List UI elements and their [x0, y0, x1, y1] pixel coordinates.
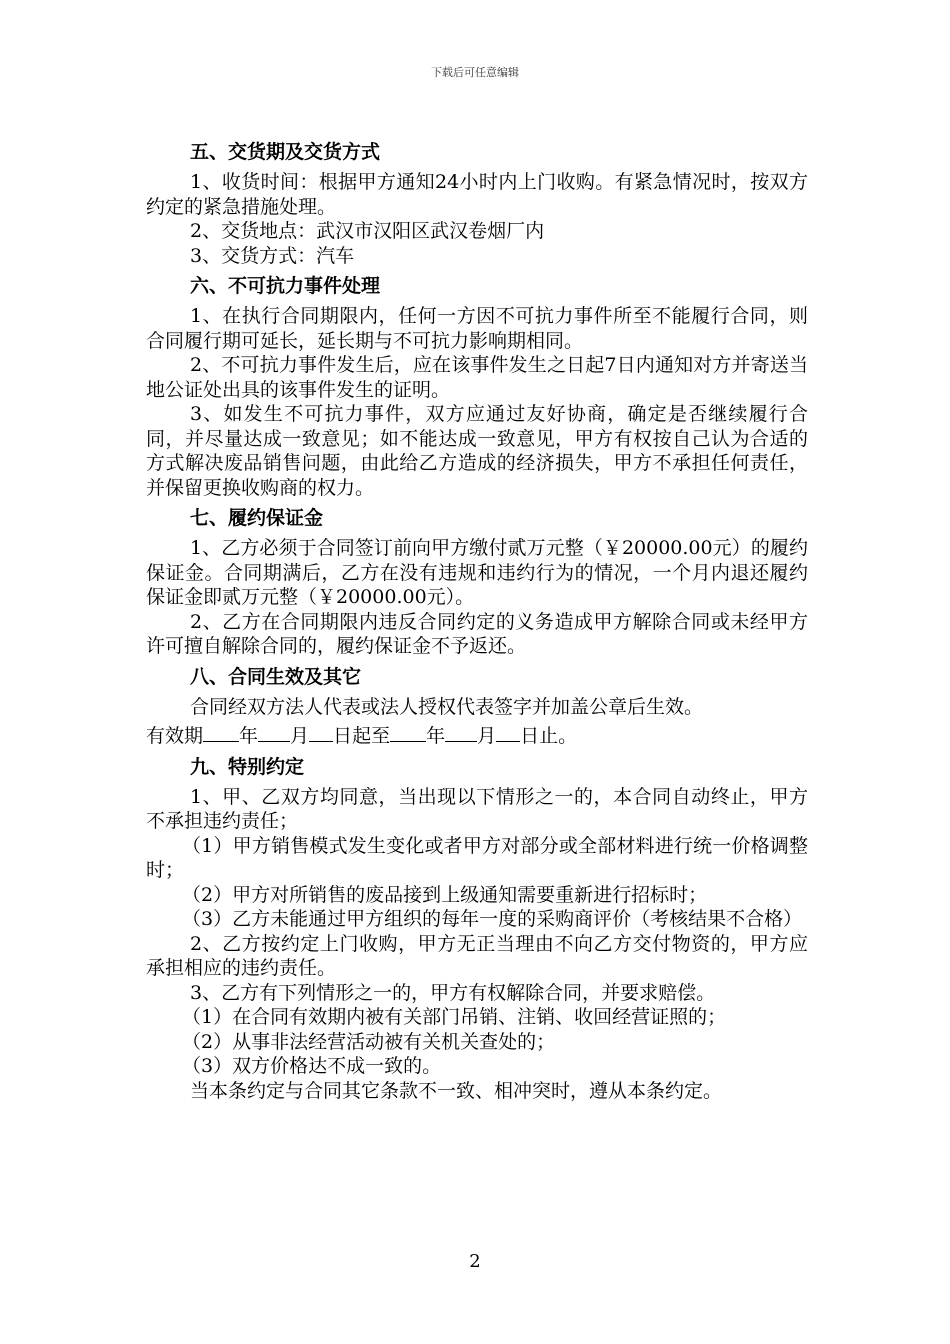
paragraph: 2、乙方按约定上门收购，甲方无正当理由不向乙方交付物资的，甲方应承担相应的违约责任。: [146, 932, 808, 979]
section-heading: 七、履约保证金: [190, 507, 324, 529]
paragraph: （3）乙方未能通过甲方组织的每年一度的采购商评价（考核结果不合格）: [182, 908, 803, 930]
page-header: 下载后可任意编辑: [431, 66, 519, 79]
paragraph: 1、收货时间：根据甲方通知24小时内上门收购。有紧急情况时，按双方约定的紧急措施处理。: [146, 171, 808, 218]
paragraph: （3）双方价格达不成一致的。: [182, 1055, 442, 1077]
blank-year-start: [203, 719, 239, 742]
paragraph: 3、交货方式：汽车: [190, 244, 355, 267]
paragraph: 3、如发生不可抗力事件，双方应通过友好协商，确定是否继续履行合同，并尽量达成一致意见；如不能达成一致意见，甲方有权按自己认为合适的方式解决废品销售问题，由此给乙方造成的经济损失，甲方不承担任何责任，并保留更换收购商的权力。: [146, 403, 808, 499]
paragraph: 合同经双方法人代表或法人授权代表签字并加盖公章后生效。: [190, 695, 704, 718]
paragraph: 当本条约定与合同其它条款不一致、相冲突时，遵从本条约定。: [190, 1079, 723, 1102]
paragraph: （2）从事非法经营活动被有关机关查处的；: [182, 1030, 556, 1053]
term-prefix: 有效期: [146, 725, 204, 747]
paragraph: 1、乙方必须于合同签订前向甲方缴付贰万元整（￥20000.00元）的履约保证金。合同期满后，乙方在没有违规和违约行为的情况，一个月内退还履约保证金即贰万元整（￥20000.00元）。: [146, 537, 808, 608]
blank-month-start: [258, 719, 290, 742]
validity-term-line: [146, 719, 808, 749]
term-year-label: 年: [239, 725, 259, 747]
term-day-label: 日: [520, 725, 540, 747]
blank-month-end: [445, 719, 477, 742]
term-day-label: 日: [333, 725, 353, 747]
term-year-label: 年: [426, 725, 446, 747]
paragraph: （1）在合同有效期内被有关部门吊销、注销、收回经营证照的；: [182, 1006, 727, 1028]
term-month-label: 月: [290, 725, 310, 747]
blank-day-start: [309, 719, 333, 742]
blank-year-end: [390, 719, 426, 742]
document-body: [146, 134, 808, 1103]
term-suffix: 止。: [539, 725, 578, 747]
section-heading: 五、交货期及交货方式: [190, 141, 381, 163]
paragraph: 1、甲、乙双方均同意，当出现以下情形之一的，本合同自动终止，甲方不承担违约责任；: [146, 785, 808, 832]
section-heading: 六、不可抗力事件处理: [190, 275, 381, 297]
blank-day-end: [496, 719, 520, 742]
paragraph: 2、不可抗力事件发生后，应在该事件发生之日起7日内通知对方并寄送当地公证处出具的该事件发生的证明。: [146, 354, 808, 401]
section-heading: 八、合同生效及其它: [190, 665, 362, 688]
paragraph: 2、交货地点：武汉市汉阳区武汉卷烟厂内: [190, 220, 545, 242]
page-number: 2: [469, 1251, 481, 1272]
paragraph: 3、乙方有下列情形之一的，甲方有权解除合同，并要求赔偿。: [190, 981, 716, 1004]
term-mid: 起至: [352, 725, 391, 747]
paragraph: 1、在执行合同期限内，任何一方因不可抗力事件所至不能履行合同，则合同履行期可延长，延长期与不可抗力影响期相同。: [146, 305, 808, 352]
paragraph: （2）甲方对所销售的废品接到上级通知需要重新进行招标时；: [182, 883, 708, 906]
section-heading: 九、特别约定: [190, 755, 305, 778]
paragraph: （1）甲方销售模式发生变化或者甲方对部分或全部材料进行统一价格调整时；: [146, 834, 808, 881]
paragraph: 2、乙方在合同期限内违反合同约定的义务造成甲方解除合同或未经甲方许可擅自解除合同的，履约保证金不予返还。: [146, 610, 808, 657]
term-month-label: 月: [477, 725, 497, 747]
